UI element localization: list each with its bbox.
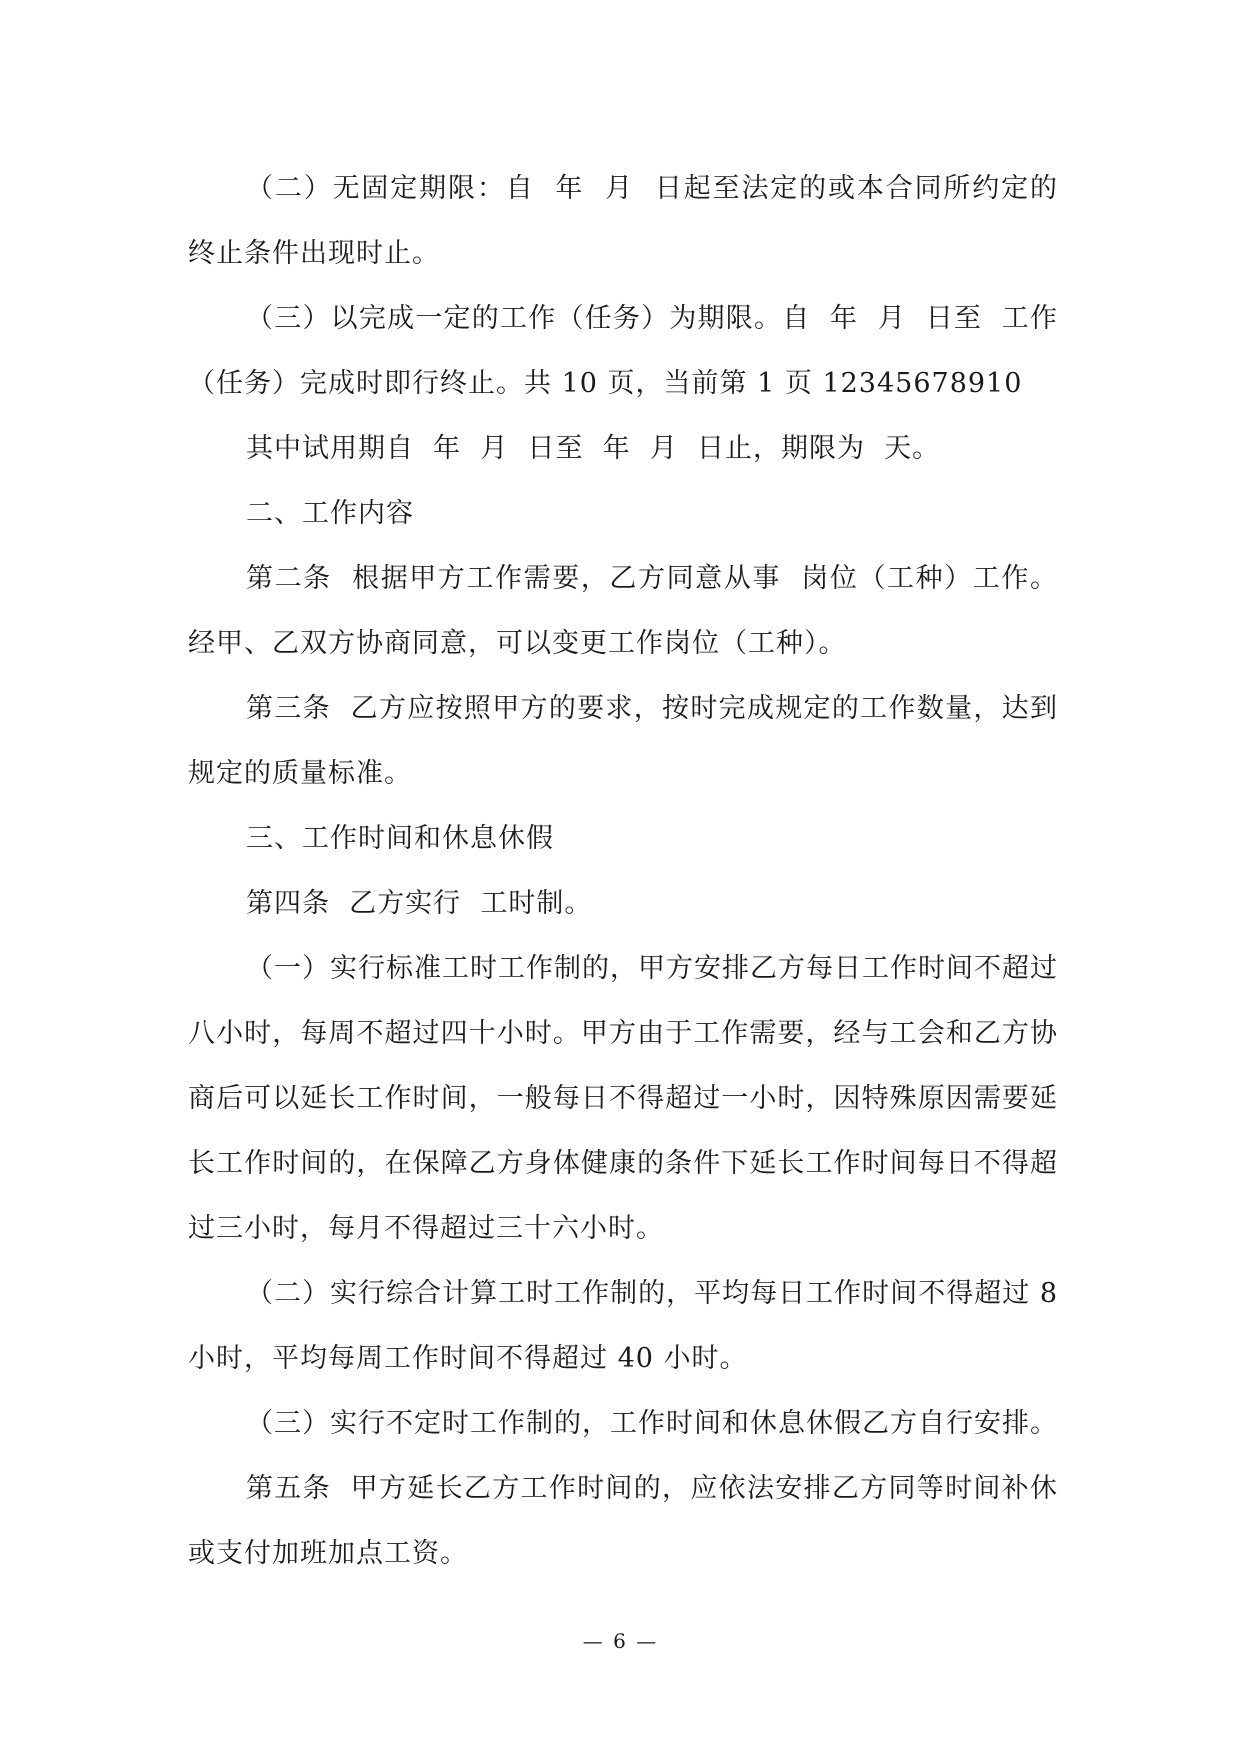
page-number: — 6 —	[582, 1629, 659, 1653]
paragraph-indefinite-term: （二）无固定期限：自 年 月 日起至法定的或本合同所约定的终止条件出现时止。	[188, 173, 1058, 269]
paragraph-probation: 其中试用期自 年 月 日至 年 月 日止，期限为 天。	[246, 433, 941, 464]
article-2: 第二条 根据甲方工作需要，乙方同意从事 岗位（工种）工作。经甲、乙双方协商同意，可以变更工作岗位（工种）。	[188, 563, 1058, 659]
article-4: 第四条 乙方实行 工时制。	[246, 888, 593, 919]
article-5: 第五条 甲方延长乙方工作时间的，应依法安排乙方同等时间补休或支付加班加点工资。	[188, 1473, 1058, 1569]
article-3: 第三条 乙方应按照甲方的要求，按时完成规定的工作数量，达到规定的质量标准。	[188, 693, 1058, 789]
paragraph-task-term: （三）以完成一定的工作（任务）为期限。自 年 月 日至 工作（任务）完成时即行终止。共 10 页，当前第 1 页 12345678910	[188, 303, 1058, 399]
document-body	[188, 156, 1068, 1586]
article-4-item-2: （二）实行综合计算工时工作制的，平均每日工作时间不得超过 8 小时，平均每周工作时间不得超过 40 小时。	[188, 1278, 1068, 1374]
section-heading-work-content: 二、工作内容	[246, 498, 414, 529]
section-heading-work-hours: 三、工作时间和休息休假	[246, 823, 554, 854]
article-4-item-1: （一）实行标准工时工作制的，甲方安排乙方每日工作时间不超过八小时，每周不超过四十小时。甲方由于工作需要，经与工会和乙方协商后可以延长工作时间，一般每日不得超过一小时，因特殊原因需要延长工作时间的，在保障乙方身体健康的条件下延长工作时间每日不得超过三小时，每月不得超过三十六小时。	[188, 953, 1058, 1244]
article-4-item-3: （三）实行不定时工作制的，工作时间和休息休假乙方自行安排。	[246, 1408, 1058, 1439]
